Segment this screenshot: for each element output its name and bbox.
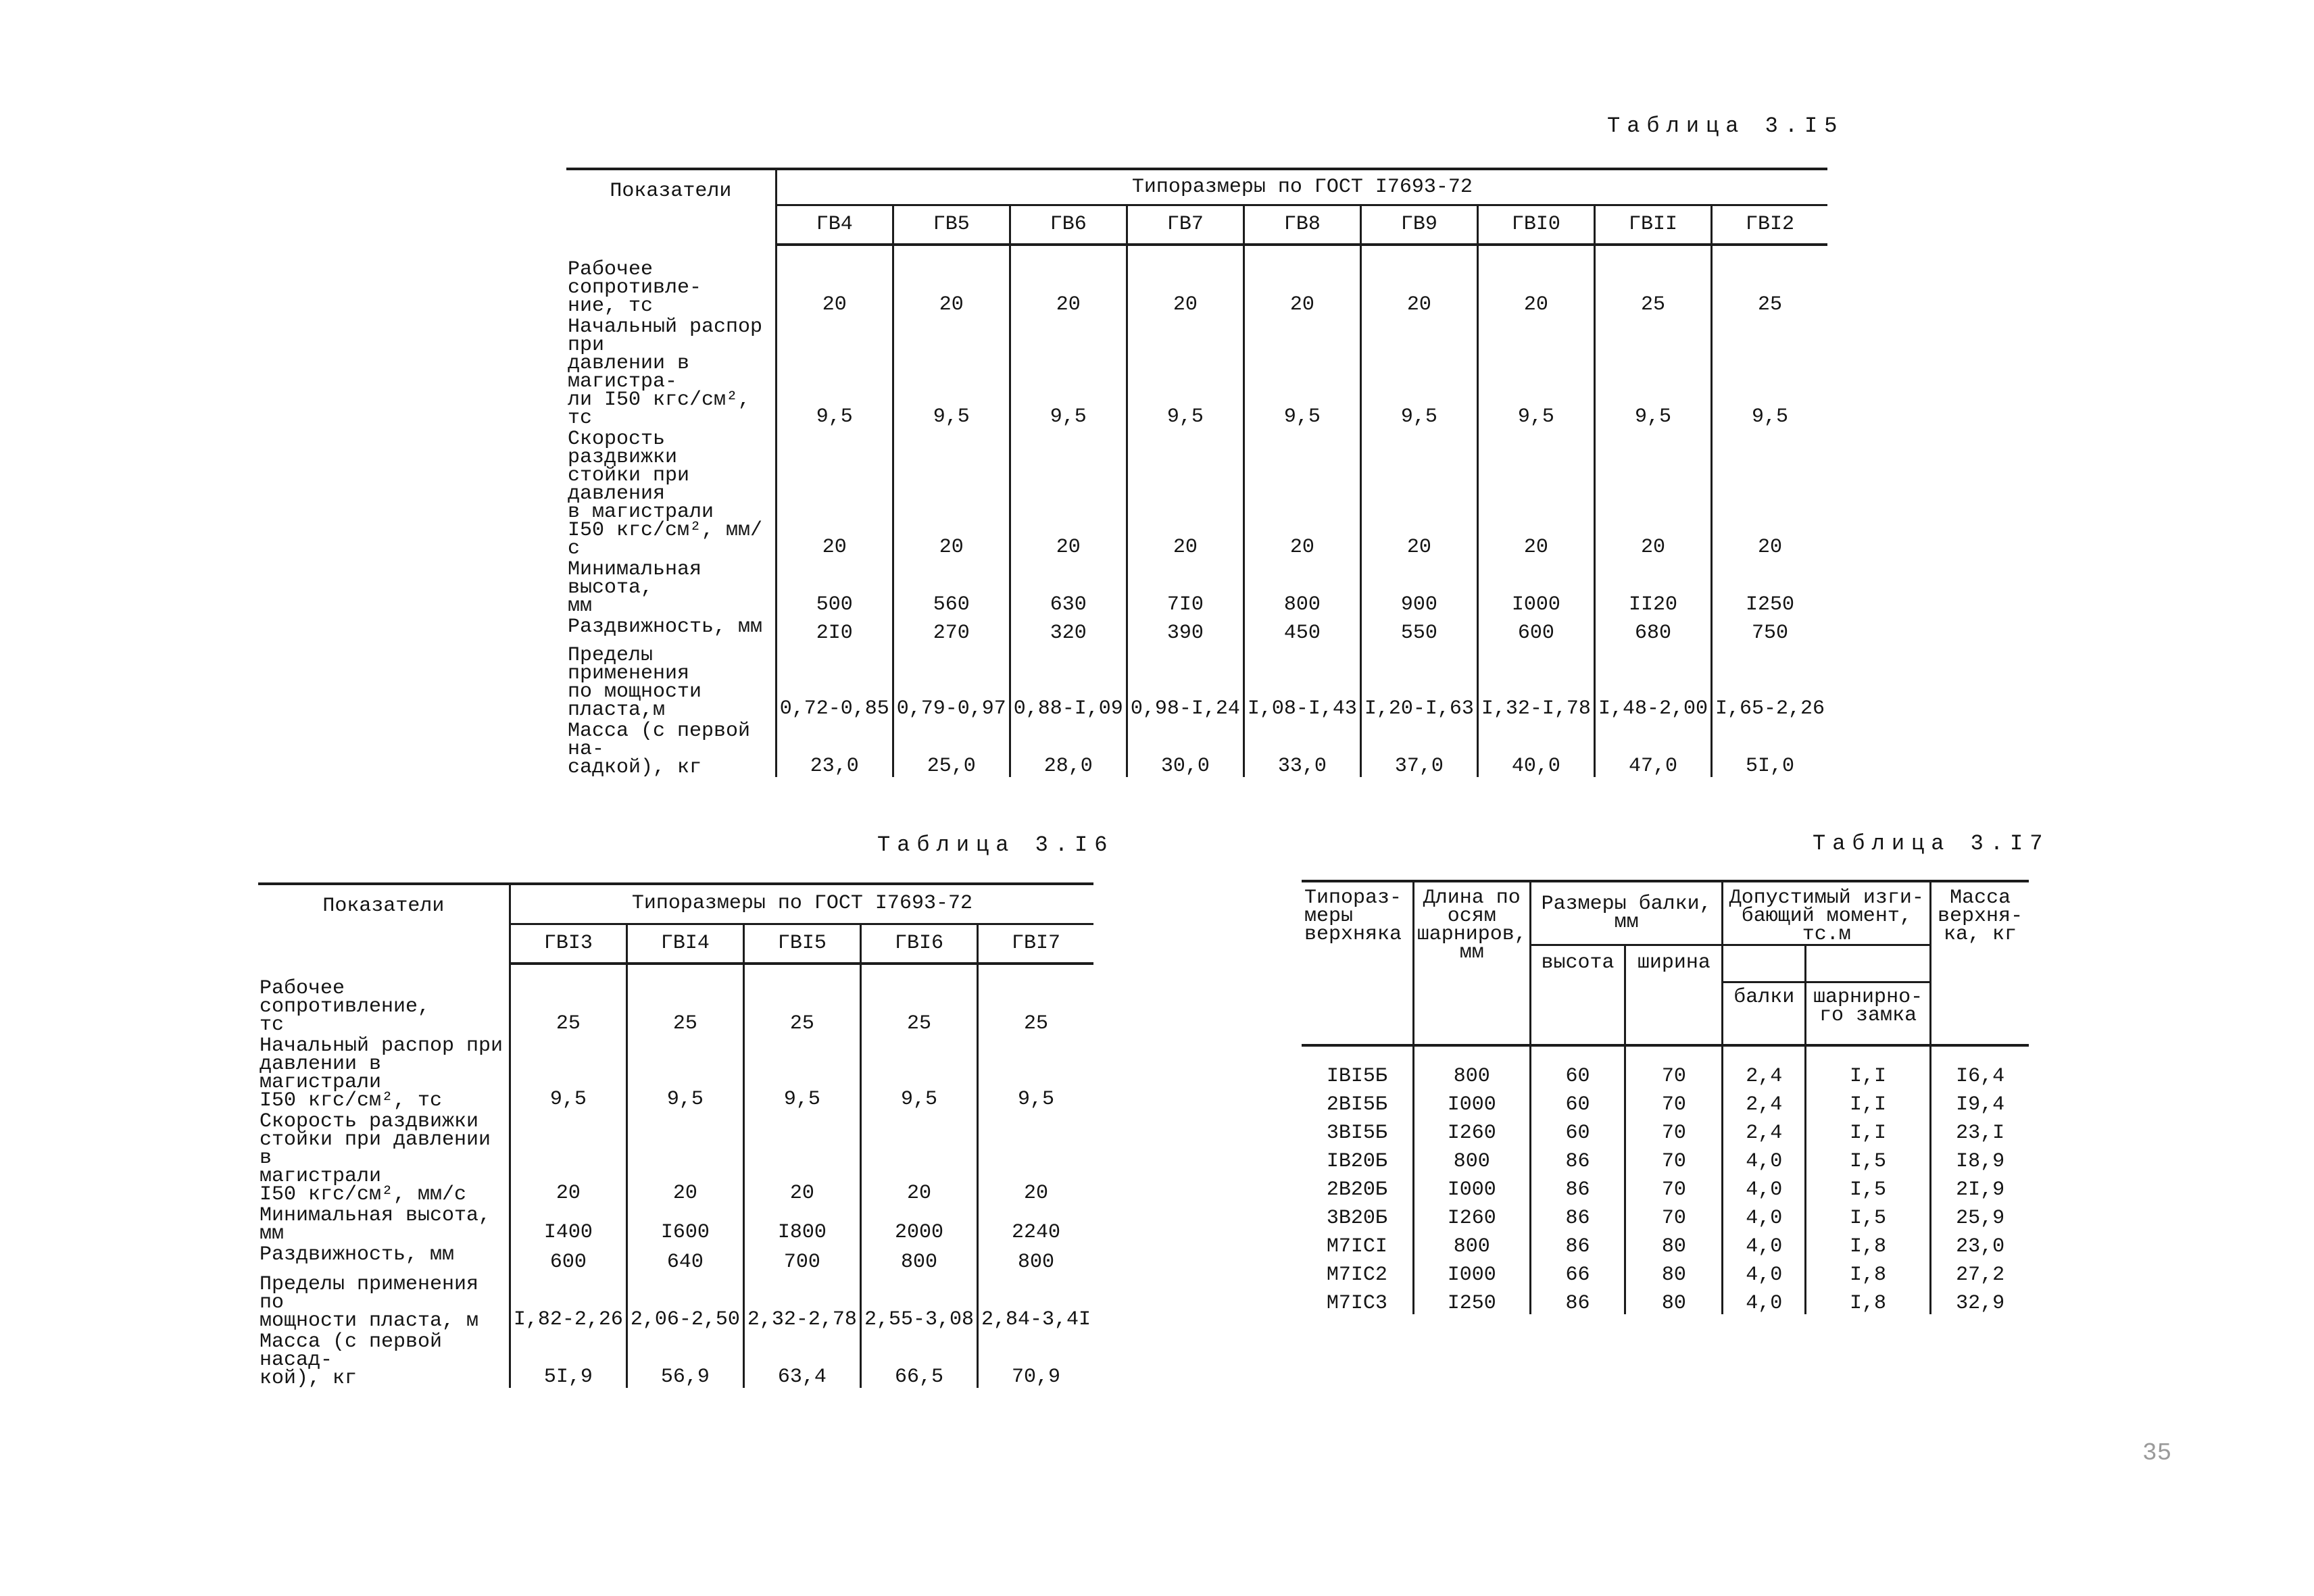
cell-value: 25: [1711, 258, 1827, 316]
row-label: Масса (с первой насад- кой), кг: [260, 1330, 443, 1390]
cell-value: 800: [1244, 558, 1360, 616]
cell-value: 5I,0: [1711, 720, 1827, 777]
cell-value: 20: [1477, 428, 1594, 558]
cell-value: I000: [1477, 558, 1594, 616]
cell-value: 560: [893, 558, 1010, 616]
cell-value: 450: [1244, 616, 1360, 644]
column-header: ГВ9: [1360, 205, 1477, 245]
table-3-16: [258, 882, 1093, 1388]
cell-value: 23,0: [776, 720, 893, 777]
table-3-15-caption: Таблица 3.I5: [1607, 114, 1844, 139]
cell-value: 2,06-2,50: [626, 1273, 743, 1330]
cell-value: 20: [860, 1110, 977, 1204]
cell-value: 600: [510, 1243, 626, 1273]
cell-value: I,32-I,78: [1477, 644, 1594, 720]
cell-value: 680: [1594, 616, 1711, 644]
types-header: Типоразмеры по ГОСТ I7693-72: [510, 884, 1093, 924]
type-header: Типораз- меры верхняка: [1302, 881, 1413, 1045]
moment-spacer-a: [1723, 945, 1806, 982]
cell-value: 20: [626, 1110, 743, 1204]
row-label: Пределы применения по мощности пласта,м: [568, 644, 702, 722]
row-label: Рабочее сопротивление, тс: [260, 977, 430, 1037]
table-row: [258, 1110, 1093, 1204]
hinge-moment-cell: I,8: [1805, 1286, 1930, 1314]
cell-value: 800: [860, 1243, 977, 1273]
column-header: ГВI6: [860, 924, 977, 964]
cell-value: 9,5: [977, 1034, 1093, 1110]
types-header: Типоразмеры по ГОСТ I7693-72: [776, 169, 1827, 205]
hinge-moment-cell: I,I: [1805, 1116, 1930, 1144]
table-row: [1302, 1201, 2029, 1229]
table-row: [258, 1243, 1093, 1273]
column-header: ГВI2: [1711, 205, 1827, 245]
beam-moment-cell: 2,4: [1723, 1087, 1806, 1116]
cell-value: 30,0: [1127, 720, 1244, 777]
height-cell: 86: [1530, 1172, 1625, 1201]
mass-cell: 32,9: [1931, 1286, 2029, 1314]
cell-value: 700: [743, 1243, 860, 1273]
cell-value: 2,55-3,08: [860, 1273, 977, 1330]
cell-value: 9,5: [1477, 316, 1594, 428]
cell-value: 20: [977, 1110, 1093, 1204]
cell-value: 25: [1594, 258, 1711, 316]
row-label: Раздвижность, мм: [260, 1243, 455, 1266]
cell-value: 25: [626, 977, 743, 1034]
length-header: Длина по осям шарниров, мм: [1413, 881, 1530, 1045]
length-cell: 800: [1413, 1229, 1530, 1257]
cell-value: 2,84-3,4I: [977, 1273, 1093, 1330]
cell-value: 20: [1127, 258, 1244, 316]
cell-value: 900: [1360, 558, 1477, 616]
height-cell: 86: [1530, 1286, 1625, 1314]
cell-value: 25: [510, 977, 626, 1034]
type-cell: IВ20Б: [1326, 1150, 1387, 1173]
table-row: [1302, 1229, 2029, 1257]
row-label: Рабочее сопротивле- ние, тс: [568, 258, 702, 318]
height-cell: 60: [1530, 1059, 1625, 1087]
length-cell: I000: [1413, 1087, 1530, 1116]
table-row: [1302, 1144, 2029, 1172]
cell-value: 2I0: [776, 616, 893, 644]
cell-value: 70,9: [977, 1330, 1093, 1388]
height-cell: 60: [1530, 1087, 1625, 1116]
cell-value: 20: [1711, 428, 1827, 558]
cell-value: 9,5: [1127, 316, 1244, 428]
table-row: [1302, 1087, 2029, 1116]
cell-value: 9,5: [1594, 316, 1711, 428]
cell-value: 9,5: [1711, 316, 1827, 428]
cell-value: 0,88-I,09: [1010, 644, 1127, 720]
table-row: [1302, 1116, 2029, 1144]
column-header: ГВ5: [893, 205, 1010, 245]
table-row: [1302, 1286, 2029, 1314]
cell-value: 25,0: [893, 720, 1010, 777]
cell-value: 9,5: [510, 1034, 626, 1110]
cell-value: 800: [977, 1243, 1093, 1273]
width-cell: 80: [1625, 1229, 1723, 1257]
hinge-moment-header: шарнирно- го замка: [1805, 982, 1930, 1046]
cell-value: 33,0: [1244, 720, 1360, 777]
cell-value: 40,0: [1477, 720, 1594, 777]
row-label: Масса (с первой на- садкой), кг: [568, 720, 751, 779]
row-label: Раздвижность, мм: [568, 616, 763, 639]
cell-value: 20: [1477, 258, 1594, 316]
width-cell: 70: [1625, 1059, 1723, 1087]
cell-value: 7I0: [1127, 558, 1244, 616]
width-cell: 80: [1625, 1286, 1723, 1314]
beam-moment-cell: 4,0: [1723, 1229, 1806, 1257]
cell-value: I,82-2,26: [510, 1273, 626, 1330]
table-row: [566, 428, 1827, 558]
cell-value: 5I,9: [510, 1330, 626, 1388]
cell-value: 9,5: [860, 1034, 977, 1110]
beam-moment-cell: 4,0: [1723, 1257, 1806, 1286]
cell-value: I600: [626, 1204, 743, 1243]
length-cell: I000: [1413, 1257, 1530, 1286]
column-header: ГВ7: [1127, 205, 1244, 245]
cell-value: 640: [626, 1243, 743, 1273]
type-cell: IВI5Б: [1326, 1065, 1387, 1088]
table-3-17: [1302, 880, 2029, 1314]
moment-header: Допустимый изги- бающий момент, тс.м: [1723, 881, 1931, 945]
beam-moment-cell: 4,0: [1723, 1201, 1806, 1229]
indicators-header: Показатели: [566, 169, 776, 245]
hinge-moment-cell: I,8: [1805, 1257, 1930, 1286]
mass-header: Масса верхня- ка, кг: [1931, 881, 2029, 1045]
mass-cell: 2I,9: [1931, 1172, 2029, 1201]
mass-cell: 23,I: [1931, 1116, 2029, 1144]
table-row: [1302, 1059, 2029, 1087]
cell-value: 600: [1477, 616, 1594, 644]
column-header: ГВ6: [1010, 205, 1127, 245]
table-row: [566, 558, 1827, 616]
column-header: ГВ8: [1244, 205, 1360, 245]
page-number: 35: [2142, 1439, 2172, 1467]
length-cell: 800: [1413, 1059, 1530, 1087]
cell-value: 20: [776, 428, 893, 558]
column-header: ГВI3: [510, 924, 626, 964]
type-cell: М7IСI: [1326, 1235, 1387, 1258]
hinge-moment-cell: I,8: [1805, 1229, 1930, 1257]
type-cell: 3ВI5Б: [1326, 1122, 1387, 1145]
table-row: [566, 644, 1827, 720]
cell-value: I,65-2,26: [1711, 644, 1827, 720]
table-3-15: [566, 168, 1827, 777]
cell-value: 20: [510, 1110, 626, 1204]
hinge-moment-cell: I,5: [1805, 1172, 1930, 1201]
hinge-moment-cell: I,I: [1805, 1087, 1930, 1116]
row-label: Пределы применения по мощности пласта, м: [260, 1273, 479, 1332]
width-cell: 70: [1625, 1116, 1723, 1144]
table-row: [258, 977, 1093, 1034]
cell-value: 2,32-2,78: [743, 1273, 860, 1330]
beam-moment-cell: 4,0: [1723, 1172, 1806, 1201]
cell-value: 9,5: [1010, 316, 1127, 428]
cell-value: 390: [1127, 616, 1244, 644]
cell-value: 9,5: [1244, 316, 1360, 428]
cell-value: 500: [776, 558, 893, 616]
beam-moment-cell: 2,4: [1723, 1059, 1806, 1087]
width-cell: 80: [1625, 1257, 1723, 1286]
table-row: [566, 616, 1827, 644]
cell-value: 2240: [977, 1204, 1093, 1243]
width-cell: 70: [1625, 1144, 1723, 1172]
height-cell: 60: [1530, 1116, 1625, 1144]
cell-value: 63,4: [743, 1330, 860, 1388]
column-header: ГВ4: [776, 205, 893, 245]
cell-value: 20: [1010, 428, 1127, 558]
type-cell: М7IС3: [1326, 1292, 1387, 1315]
table-row: [566, 720, 1827, 777]
table-row: [258, 1034, 1093, 1110]
cell-value: 25: [743, 977, 860, 1034]
cell-value: 20: [893, 258, 1010, 316]
type-cell: 2ВI5Б: [1326, 1093, 1387, 1116]
cell-value: 20: [1244, 258, 1360, 316]
cell-value: 20: [893, 428, 1010, 558]
cell-value: 9,5: [743, 1034, 860, 1110]
length-cell: I250: [1413, 1286, 1530, 1314]
length-cell: 800: [1413, 1144, 1530, 1172]
length-cell: I000: [1413, 1172, 1530, 1201]
width-header: ширина: [1625, 945, 1723, 1046]
mass-cell: 23,0: [1931, 1229, 2029, 1257]
cell-value: 630: [1010, 558, 1127, 616]
column-header: ГВI0: [1477, 205, 1594, 245]
cell-value: 20: [743, 1110, 860, 1204]
height-cell: 86: [1530, 1229, 1625, 1257]
cell-value: 47,0: [1594, 720, 1711, 777]
type-cell: 2В20Б: [1326, 1178, 1387, 1201]
cell-value: I800: [743, 1204, 860, 1243]
length-cell: I260: [1413, 1201, 1530, 1229]
cell-value: 20: [1127, 428, 1244, 558]
cell-value: 20: [1244, 428, 1360, 558]
height-cell: 66: [1530, 1257, 1625, 1286]
cell-value: 0,72-0,85: [776, 644, 893, 720]
column-header: ГВII: [1594, 205, 1711, 245]
width-cell: 70: [1625, 1201, 1723, 1229]
width-cell: 70: [1625, 1172, 1723, 1201]
beam-moment-cell: 4,0: [1723, 1286, 1806, 1314]
height-cell: 86: [1530, 1144, 1625, 1172]
cell-value: 66,5: [860, 1330, 977, 1388]
table-3-17-caption: Таблица 3.I7: [1813, 831, 2050, 856]
cell-value: 9,5: [893, 316, 1010, 428]
row-label: Минимальная высота, мм: [568, 558, 702, 618]
cell-value: 56,9: [626, 1330, 743, 1388]
height-header: высота: [1530, 945, 1625, 1046]
row-label: Начальный распор при давлении в магистрали I50 кгс/см², тс: [260, 1034, 503, 1112]
table-row: [1302, 1172, 2029, 1201]
cell-value: 20: [776, 258, 893, 316]
cell-value: 0,98-I,24: [1127, 644, 1244, 720]
cell-value: 25: [977, 977, 1093, 1034]
row-label: Скорость раздвижки стойки при давлении в магистрали I50 кгс/см², мм/с: [260, 1110, 491, 1206]
column-header: ГВI4: [626, 924, 743, 964]
type-cell: М7IС2: [1326, 1264, 1387, 1287]
row-label: Скорость раздвижки стойки при давления в магистрали I50 кгс/см², мм/с: [568, 428, 763, 560]
cell-value: 28,0: [1010, 720, 1127, 777]
beam-moment-header: балки: [1723, 982, 1806, 1046]
mass-cell: 25,9: [1931, 1201, 2029, 1229]
table-row: [258, 1273, 1093, 1330]
column-header: ГВI7: [977, 924, 1093, 964]
table-3-16-caption: Таблица 3.I6: [877, 832, 1114, 857]
type-cell: 3В20Б: [1326, 1207, 1387, 1230]
cell-value: 9,5: [626, 1034, 743, 1110]
height-cell: 86: [1530, 1201, 1625, 1229]
cell-value: I250: [1711, 558, 1827, 616]
cell-value: 20: [1594, 428, 1711, 558]
row-label: Минимальная высота, мм: [260, 1204, 491, 1245]
indicators-header: Показатели: [258, 884, 510, 964]
beam-moment-cell: 4,0: [1723, 1144, 1806, 1172]
cell-value: 0,79-0,97: [893, 644, 1010, 720]
mass-cell: I9,4: [1931, 1087, 2029, 1116]
row-label: Начальный распор при давлении в магистра- ли I50 кгс/см², тс: [568, 316, 763, 430]
cell-value: 2000: [860, 1204, 977, 1243]
table-row: [258, 1330, 1093, 1388]
cell-value: 9,5: [776, 316, 893, 428]
table-row: [566, 258, 1827, 316]
table-row: [1302, 1257, 2029, 1286]
cell-value: 20: [1360, 428, 1477, 558]
mass-cell: I6,4: [1931, 1059, 2029, 1087]
width-cell: 70: [1625, 1087, 1723, 1116]
hinge-moment-cell: I,I: [1805, 1059, 1930, 1087]
table-row: [258, 1204, 1093, 1243]
beam-moment-cell: 2,4: [1723, 1116, 1806, 1144]
cell-value: 37,0: [1360, 720, 1477, 777]
cell-value: 750: [1711, 616, 1827, 644]
length-cell: I260: [1413, 1116, 1530, 1144]
cell-value: 550: [1360, 616, 1477, 644]
hinge-moment-cell: I,5: [1805, 1201, 1930, 1229]
hinge-moment-cell: I,5: [1805, 1144, 1930, 1172]
cell-value: I400: [510, 1204, 626, 1243]
mass-cell: I8,9: [1931, 1144, 2029, 1172]
cell-value: II20: [1594, 558, 1711, 616]
cell-value: 20: [1360, 258, 1477, 316]
cell-value: 25: [860, 977, 977, 1034]
cell-value: I,20-I,63: [1360, 644, 1477, 720]
cell-value: 20: [1010, 258, 1127, 316]
beam-size-header: Размеры балки, мм: [1530, 881, 1723, 945]
cell-value: 9,5: [1360, 316, 1477, 428]
moment-spacer-b: [1805, 945, 1930, 982]
column-header: ГВI5: [743, 924, 860, 964]
cell-value: I,08-I,43: [1244, 644, 1360, 720]
cell-value: 270: [893, 616, 1010, 644]
mass-cell: 27,2: [1931, 1257, 2029, 1286]
cell-value: 320: [1010, 616, 1127, 644]
table-row: [566, 316, 1827, 428]
cell-value: I,48-2,00: [1594, 644, 1711, 720]
